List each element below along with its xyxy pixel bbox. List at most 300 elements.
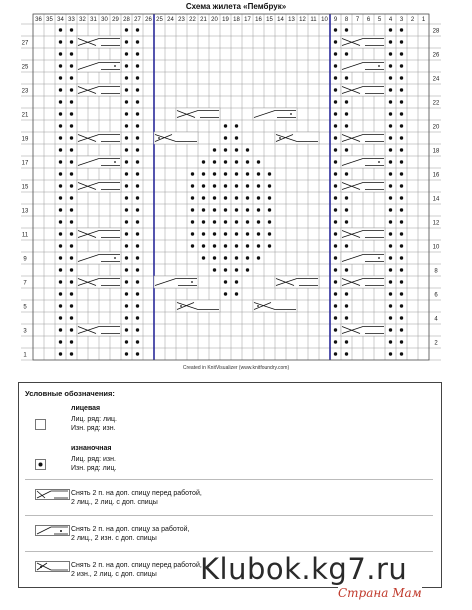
purl-stitch	[125, 52, 128, 55]
purl-stitch	[400, 280, 403, 283]
purl-stitch	[202, 220, 205, 223]
purl-stitch	[125, 340, 128, 343]
cable-back-icon	[35, 525, 71, 537]
purl-stitch	[136, 112, 139, 115]
purl-stitch	[125, 304, 128, 307]
column-number: 6	[366, 17, 371, 23]
purl-stitch	[70, 304, 73, 307]
purl-stitch	[345, 196, 348, 199]
purl-stitch	[400, 28, 403, 31]
row-number-right: 22	[432, 100, 440, 107]
row-number-left: 5	[23, 304, 27, 311]
column-number: 24	[167, 17, 174, 23]
purl-stitch	[400, 316, 403, 319]
cable-cell	[341, 276, 385, 288]
row-number-left: 19	[21, 136, 29, 143]
column-number: 8	[344, 17, 349, 23]
legend-title: Условные обозначения:	[25, 389, 115, 398]
purl-stitch	[400, 244, 403, 247]
purl-stitch	[136, 232, 139, 235]
purl-stitch	[70, 340, 73, 343]
purl-stitch	[400, 40, 403, 43]
purl-stitch	[389, 100, 392, 103]
purl-stitch	[125, 328, 128, 331]
purl-stitch	[59, 292, 62, 295]
purl-stitch	[191, 232, 194, 235]
purl-stitch	[400, 292, 403, 295]
row-number-right: 26	[432, 52, 440, 59]
purl-stitch	[59, 148, 62, 151]
row-number-left: 15	[21, 184, 29, 191]
purl-stitch	[345, 268, 348, 271]
purl-stitch	[389, 280, 392, 283]
purl-stitch	[136, 124, 139, 127]
column-number: 26	[145, 17, 152, 23]
column-number: 3	[399, 17, 404, 23]
purl-stitch	[136, 328, 139, 331]
purl-stitch	[400, 256, 403, 259]
purl-stitch	[400, 100, 403, 103]
purl-stitch	[136, 292, 139, 295]
legend-line: Лиц. ряд: изн.	[71, 456, 116, 463]
purl-stitch	[70, 196, 73, 199]
purl-stitch	[59, 88, 62, 91]
legend-line: Изн. ряд: изн.	[71, 425, 116, 432]
purl-stitch	[246, 184, 249, 187]
purl-stitch	[257, 232, 260, 235]
purl-stitch	[334, 268, 337, 271]
purl-stitch	[59, 76, 62, 79]
column-number: 2	[410, 17, 415, 23]
purl-stitch	[213, 244, 216, 247]
purl-stitch	[334, 172, 337, 175]
row-number-right: 20	[432, 124, 440, 131]
purl-stitch	[246, 208, 249, 211]
column-number: 31	[90, 17, 97, 23]
column-number: 23	[178, 17, 185, 23]
purl-stitch	[389, 184, 392, 187]
purl-stitch	[345, 220, 348, 223]
column-number: 17	[244, 17, 251, 23]
purl-stitch	[125, 136, 128, 139]
purl-stitch	[224, 268, 227, 271]
purl-stitch	[59, 232, 62, 235]
column-number: 16	[255, 17, 262, 23]
purl-stitch	[400, 352, 403, 355]
purl-stitch	[125, 40, 128, 43]
chart-title: Схема жилета «Пембрук»	[185, 2, 287, 11]
purl-stitch	[334, 304, 337, 307]
purl-stitch	[389, 172, 392, 175]
column-number: 5	[377, 17, 382, 23]
purl-stitch	[70, 316, 73, 319]
row-number-left: 11	[21, 232, 29, 239]
cable-cell	[176, 300, 220, 312]
purl-stitch	[213, 184, 216, 187]
purl-stitch	[70, 40, 73, 43]
purl-stitch	[334, 232, 337, 235]
column-number: 13	[288, 17, 295, 23]
purl-stitch	[136, 304, 139, 307]
purl-stitch	[389, 40, 392, 43]
purl-stitch	[136, 268, 139, 271]
purl-stitch	[125, 124, 128, 127]
purl-stitch	[389, 76, 392, 79]
column-number: 1	[421, 17, 426, 23]
purl-stitch	[213, 208, 216, 211]
purl-stitch	[224, 136, 227, 139]
row-number-left: 23	[21, 88, 29, 95]
purl-stitch	[235, 244, 238, 247]
cable-cell	[253, 300, 297, 312]
purl-stitch	[125, 172, 128, 175]
purl-stitch	[334, 220, 337, 223]
purl-stitch	[136, 340, 139, 343]
purl-stitch	[334, 28, 337, 31]
cable-cell	[275, 276, 319, 288]
purl-stitch	[136, 28, 139, 31]
cable-cell	[341, 36, 385, 48]
purl-stitch	[246, 256, 249, 259]
purl-stitch	[345, 148, 348, 151]
purl-stitch	[59, 64, 62, 67]
column-number: 4	[388, 17, 393, 23]
purl-stitch	[125, 160, 128, 163]
legend-line: 2 лиц., 2 лиц. с доп. спицы	[71, 499, 158, 506]
purl-stitch	[235, 124, 238, 127]
purl-stitch	[191, 244, 194, 247]
purl-stitch	[213, 148, 216, 151]
legend-line: Снять 2 п. на доп. спицу за работой,	[71, 526, 190, 533]
column-number: 30	[101, 17, 108, 23]
column-number: 19	[222, 17, 229, 23]
row-number-left: 3	[23, 328, 27, 335]
purl-stitch	[70, 352, 73, 355]
purl-stitch	[125, 352, 128, 355]
purl-stitch	[345, 76, 348, 79]
purl-stitch	[136, 64, 139, 67]
row-number-left: 27	[21, 40, 29, 47]
purl-stitch	[191, 196, 194, 199]
purl-stitch	[59, 52, 62, 55]
purl-stitch	[235, 184, 238, 187]
purl-stitch	[59, 28, 62, 31]
purl-stitch	[268, 208, 271, 211]
column-number: 28	[123, 17, 130, 23]
purl-stitch	[334, 64, 337, 67]
brand-watermark: Страна Мам	[338, 586, 422, 600]
purl-stitch	[70, 268, 73, 271]
purl-stitch	[59, 172, 62, 175]
purl-stitch	[70, 88, 73, 91]
legend-line: 2 лиц., 2 изн. с доп. спицы	[71, 535, 157, 542]
purl-stitch	[257, 196, 260, 199]
purl-stitch	[70, 76, 73, 79]
column-number: 29	[112, 17, 119, 23]
purl-stitch	[191, 220, 194, 223]
cable-cell	[341, 84, 385, 96]
purl-stitch	[224, 184, 227, 187]
purl-stitch	[400, 328, 403, 331]
purl-stitch	[400, 148, 403, 151]
purl-stitch	[70, 124, 73, 127]
purl-stitch	[202, 172, 205, 175]
purl-stitch	[246, 220, 249, 223]
purl-stitch	[224, 124, 227, 127]
purl-stitch	[213, 268, 216, 271]
purl-stitch	[213, 256, 216, 259]
cable-purl-dot	[114, 65, 116, 67]
purl-stitch	[59, 160, 62, 163]
purl-stitch	[125, 256, 128, 259]
purl-stitch	[235, 148, 238, 151]
purl-stitch	[70, 160, 73, 163]
purl-stitch	[389, 136, 392, 139]
purl-stitch	[224, 196, 227, 199]
purl-stitch	[125, 28, 128, 31]
purl-stitch	[345, 304, 348, 307]
purl-stitch	[125, 316, 128, 319]
purl-stitch	[59, 256, 62, 259]
credit-text: Created in KnitVisualizer (www.knitfoundry.com)	[182, 365, 290, 371]
purl-stitch	[125, 148, 128, 151]
cable-front-icon	[35, 489, 71, 501]
purl-stitch	[136, 100, 139, 103]
purl-stitch	[257, 172, 260, 175]
purl-stitch	[345, 124, 348, 127]
row-number-right: 16	[432, 172, 440, 179]
purl-stitch	[389, 256, 392, 259]
purl-stitch	[235, 208, 238, 211]
cable-purl-dot	[180, 305, 182, 307]
row-number-left: 13	[21, 208, 29, 215]
purl-stitch	[389, 244, 392, 247]
purl-stitch	[224, 256, 227, 259]
purl-stitch	[70, 292, 73, 295]
purl-stitch	[334, 76, 337, 79]
purl-stitch	[235, 196, 238, 199]
purl-stitch	[389, 124, 392, 127]
purl-stitch	[59, 328, 62, 331]
purl-stitch	[389, 304, 392, 307]
purl-stitch	[213, 220, 216, 223]
purl-stitch	[125, 76, 128, 79]
purl-stitch	[345, 52, 348, 55]
purl-stitch	[224, 172, 227, 175]
column-number: 7	[355, 17, 360, 23]
purl-stitch	[400, 268, 403, 271]
purl-stitch	[389, 220, 392, 223]
purl-stitch	[389, 316, 392, 319]
purl-stitch	[334, 88, 337, 91]
row-number-left: 1	[23, 352, 27, 359]
purl-stitch	[345, 112, 348, 115]
cable-cell	[77, 36, 121, 48]
purl-stitch	[59, 220, 62, 223]
row-number-left: 9	[23, 256, 27, 263]
purl-stitch	[334, 112, 337, 115]
purl-stitch	[400, 112, 403, 115]
row-number-left: 21	[21, 112, 29, 119]
column-number: 22	[189, 17, 196, 23]
cable-purl-dot	[114, 161, 116, 163]
purl-stitch	[125, 64, 128, 67]
purl-stitch	[345, 100, 348, 103]
row-number-right: 12	[432, 220, 440, 227]
cable-cell	[154, 132, 198, 144]
purl-stitch	[334, 328, 337, 331]
purl-stitch	[202, 208, 205, 211]
purl-stitch	[389, 28, 392, 31]
purl-stitch	[334, 52, 337, 55]
purl-stitch	[213, 172, 216, 175]
site-watermark: Klubok.kg7.ru	[200, 552, 408, 586]
purl-stitch	[389, 352, 392, 355]
purl-symbol-icon	[35, 459, 47, 471]
column-number: 25	[156, 17, 163, 23]
row-number-right: 6	[434, 292, 438, 299]
purl-stitch	[136, 196, 139, 199]
purl-stitch	[70, 208, 73, 211]
column-number: 21	[200, 17, 207, 23]
purl-stitch	[59, 184, 62, 187]
purl-stitch	[70, 184, 73, 187]
purl-stitch	[59, 280, 62, 283]
purl-stitch	[400, 52, 403, 55]
purl-stitch	[389, 328, 392, 331]
cable-cell	[341, 324, 385, 336]
purl-stitch	[389, 208, 392, 211]
purl-stitch	[345, 292, 348, 295]
purl-stitch	[125, 280, 128, 283]
purl-stitch	[334, 208, 337, 211]
column-number: 34	[57, 17, 64, 23]
purl-stitch	[334, 100, 337, 103]
legend-name-knit: лицевая	[71, 405, 101, 412]
purl-stitch	[136, 208, 139, 211]
purl-stitch	[400, 196, 403, 199]
purl-stitch	[389, 292, 392, 295]
purl-stitch	[389, 268, 392, 271]
purl-stitch	[268, 244, 271, 247]
purl-stitch	[224, 244, 227, 247]
column-number: 27	[134, 17, 141, 23]
column-number: 33	[68, 17, 75, 23]
purl-stitch	[125, 88, 128, 91]
purl-stitch	[125, 112, 128, 115]
legend-separator	[25, 479, 433, 480]
purl-stitch	[59, 352, 62, 355]
purl-stitch	[70, 64, 73, 67]
purl-stitch	[125, 220, 128, 223]
row-number-right: 10	[432, 244, 440, 251]
cable-purl-dot	[257, 305, 259, 307]
purl-stitch	[235, 268, 238, 271]
purl-stitch	[59, 340, 62, 343]
purl-stitch	[136, 52, 139, 55]
purl-stitch	[136, 172, 139, 175]
purl-stitch	[400, 172, 403, 175]
purl-stitch	[59, 124, 62, 127]
purl-stitch	[334, 340, 337, 343]
purl-stitch	[136, 88, 139, 91]
purl-stitch	[224, 208, 227, 211]
purl-stitch	[224, 280, 227, 283]
purl-stitch	[235, 232, 238, 235]
cable-purl-dot	[158, 137, 160, 139]
purl-stitch	[59, 244, 62, 247]
purl-stitch	[224, 232, 227, 235]
purl-stitch	[202, 196, 205, 199]
purl-stitch	[70, 232, 73, 235]
purl-stitch	[136, 316, 139, 319]
purl-stitch	[246, 232, 249, 235]
purl-stitch	[334, 352, 337, 355]
purl-stitch	[125, 244, 128, 247]
purl-stitch	[125, 232, 128, 235]
cable-purl-dot	[191, 281, 193, 283]
purl-stitch	[345, 316, 348, 319]
purl-stitch	[224, 160, 227, 163]
purl-stitch	[257, 160, 260, 163]
purl-stitch	[59, 304, 62, 307]
purl-stitch	[334, 136, 337, 139]
purl-stitch	[246, 244, 249, 247]
purl-stitch	[136, 280, 139, 283]
purl-stitch	[345, 208, 348, 211]
purl-stitch	[70, 172, 73, 175]
purl-stitch	[334, 184, 337, 187]
cable-cell	[77, 180, 121, 192]
purl-stitch	[136, 136, 139, 139]
purl-stitch	[257, 244, 260, 247]
purl-stitch	[400, 208, 403, 211]
purl-stitch	[191, 172, 194, 175]
column-number: 11	[310, 17, 317, 23]
legend-line: Снять 2 п. на доп. спицу перед работой,	[71, 490, 202, 497]
purl-stitch	[224, 220, 227, 223]
purl-stitch	[125, 208, 128, 211]
purl-stitch	[345, 244, 348, 247]
purl-stitch	[235, 172, 238, 175]
purl-stitch	[70, 280, 73, 283]
purl-stitch	[235, 280, 238, 283]
purl-stitch	[213, 196, 216, 199]
purl-stitch	[59, 40, 62, 43]
purl-stitch	[334, 256, 337, 259]
cable-cell	[176, 108, 220, 120]
column-number: 20	[211, 17, 218, 23]
purl-stitch	[334, 40, 337, 43]
column-number: 18	[233, 17, 240, 23]
purl-stitch	[136, 160, 139, 163]
legend-line: Лиц. ряд: лиц.	[71, 416, 117, 423]
purl-stitch	[334, 316, 337, 319]
purl-stitch	[400, 184, 403, 187]
purl-stitch	[191, 208, 194, 211]
column-number: 12	[299, 17, 306, 23]
purl-stitch	[235, 220, 238, 223]
cable-purl-dot	[378, 257, 380, 259]
purl-stitch	[70, 112, 73, 115]
purl-stitch	[268, 220, 271, 223]
row-number-right: 18	[432, 148, 440, 155]
cable-purl-dot	[378, 161, 380, 163]
purl-stitch	[389, 196, 392, 199]
cable-cell	[77, 228, 121, 240]
purl-stitch	[400, 88, 403, 91]
row-number-left: 17	[21, 160, 29, 167]
